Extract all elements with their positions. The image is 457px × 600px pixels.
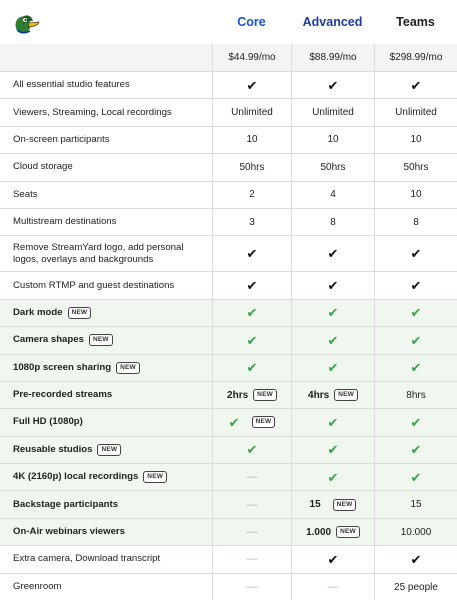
table-row: [0, 99, 457, 126]
plan-name-advanced: Advanced: [302, 15, 363, 29]
feature-label: Custom RTMP and guest destinations: [13, 279, 175, 291]
new-badge: NEW: [97, 444, 121, 456]
dash-icon: —: [246, 498, 258, 511]
value-text: 10: [246, 134, 258, 146]
table-row: [0, 236, 457, 272]
value-text: 10: [410, 189, 422, 201]
value-text: 15: [309, 499, 321, 511]
feature-label: Camera shapes: [13, 334, 84, 346]
value-text: 10: [410, 134, 422, 146]
value-text: Unlimited: [231, 107, 273, 119]
new-badge: NEW: [334, 389, 358, 401]
new-badge: NEW: [253, 389, 277, 401]
table-row: [0, 182, 457, 209]
price-teams: $298.99/mo: [374, 44, 457, 71]
value-text: 3: [249, 216, 255, 228]
feature-label: Backstage participants: [13, 498, 119, 510]
check-icon: ✔: [327, 305, 339, 321]
feature-label: Multistream destinations: [13, 216, 117, 228]
plan-name-core: Core: [237, 15, 266, 29]
value-text: 8: [413, 216, 419, 228]
value-text: 50hrs: [403, 161, 429, 173]
check-icon: ✔: [327, 278, 339, 294]
feature-label: Dark mode: [13, 306, 63, 318]
value-text: 4hrs: [308, 389, 330, 401]
plan-name-teams: Teams: [396, 15, 435, 29]
new-badge: NEW: [89, 334, 113, 346]
table-row: [0, 546, 457, 573]
check-icon: ✔: [228, 414, 240, 430]
check-icon: ✔: [246, 77, 258, 93]
table-row: [0, 409, 457, 436]
check-icon: ✔: [246, 332, 258, 348]
check-icon: ✔: [327, 442, 339, 458]
check-icon: ✔: [410, 442, 422, 458]
value-text: 10: [327, 134, 339, 146]
check-icon: ✔: [410, 278, 422, 294]
table-row: [0, 209, 457, 236]
feature-label: Viewers, Streaming, Local recordings: [13, 106, 172, 118]
check-icon: ✔: [410, 414, 422, 430]
table-row: [0, 491, 457, 518]
feature-label: Cloud storage: [13, 161, 73, 173]
check-icon: ✔: [246, 360, 258, 376]
feature-label: 1080p screen sharing: [13, 361, 112, 373]
value-text: 50hrs: [320, 161, 346, 173]
check-icon: ✔: [410, 360, 422, 376]
feature-label: Greenroom: [13, 581, 62, 593]
table-row: [0, 127, 457, 154]
check-icon: ✔: [410, 332, 422, 348]
check-icon: ✔: [327, 77, 339, 93]
duck-logo-icon: [13, 10, 40, 36]
price-core: $44.99/mo: [212, 44, 291, 71]
value-text: 8: [330, 216, 336, 228]
check-icon: ✔: [410, 469, 422, 485]
value-text: Unlimited: [312, 107, 354, 119]
dash-icon: —: [246, 581, 258, 594]
new-badge: NEW: [143, 471, 167, 483]
table-row: [0, 327, 457, 354]
feature-label: Extra camera, Download transcript: [13, 553, 161, 565]
check-icon: ✔: [410, 246, 422, 262]
value-text: 2: [249, 189, 255, 201]
price-row: [0, 44, 457, 72]
value-text: Unlimited: [395, 107, 437, 119]
table-row: [0, 300, 457, 327]
feature-label: Pre-recorded streams: [13, 389, 113, 401]
table-row: [0, 72, 457, 99]
table-row: [0, 272, 457, 299]
feature-label: Seats: [13, 188, 38, 200]
feature-label: On-Air webinars viewers: [13, 526, 125, 538]
check-icon: ✔: [410, 305, 422, 321]
dash-icon: —: [246, 471, 258, 484]
price-advanced: $88.99/mo: [291, 44, 374, 71]
feature-label: Full HD (1080p): [13, 416, 83, 428]
check-icon: ✔: [327, 414, 339, 430]
feature-label: Remove StreamYard logo, add personal logos, overlays and backgrounds: [13, 241, 184, 265]
value-text: 25 people: [394, 581, 438, 593]
table-row: [0, 382, 457, 409]
new-badge: NEW: [116, 362, 140, 374]
check-icon: ✔: [246, 246, 258, 262]
feature-label: On-screen participants: [13, 133, 110, 145]
new-badge: NEW: [68, 307, 92, 319]
table-row: [0, 355, 457, 382]
new-badge: NEW: [252, 416, 276, 428]
new-badge: NEW: [336, 526, 360, 538]
value-text: 15: [410, 499, 422, 511]
dash-icon: —: [327, 581, 339, 594]
table-row: [0, 437, 457, 464]
check-icon: ✔: [327, 469, 339, 485]
table-row: [0, 519, 457, 546]
table-row: [0, 464, 457, 491]
feature-label: Reusable studios: [13, 443, 93, 455]
check-icon: ✔: [327, 360, 339, 376]
feature-label: All essential studio features: [13, 79, 130, 91]
value-text: 1.000: [306, 526, 332, 538]
value-text: 2hrs: [227, 389, 249, 401]
check-icon: ✔: [327, 246, 339, 262]
value-text: 4: [330, 189, 336, 201]
value-text: 8hrs: [406, 389, 426, 401]
table-row: [0, 154, 457, 181]
value-text: 10.000: [400, 526, 432, 538]
feature-label: 4K (2160p) local recordings: [13, 471, 139, 483]
plan-header-row: [0, 0, 457, 44]
value-text: 50hrs: [239, 161, 265, 173]
check-icon: ✔: [327, 551, 339, 567]
new-badge: NEW: [333, 499, 357, 511]
check-icon: ✔: [246, 442, 258, 458]
check-icon: ✔: [246, 305, 258, 321]
dash-icon: —: [246, 526, 258, 539]
table-row: [0, 574, 457, 600]
check-icon: ✔: [410, 77, 422, 93]
dash-icon: —: [246, 553, 258, 566]
check-icon: ✔: [410, 551, 422, 567]
check-icon: ✔: [327, 332, 339, 348]
check-icon: ✔: [246, 278, 258, 294]
